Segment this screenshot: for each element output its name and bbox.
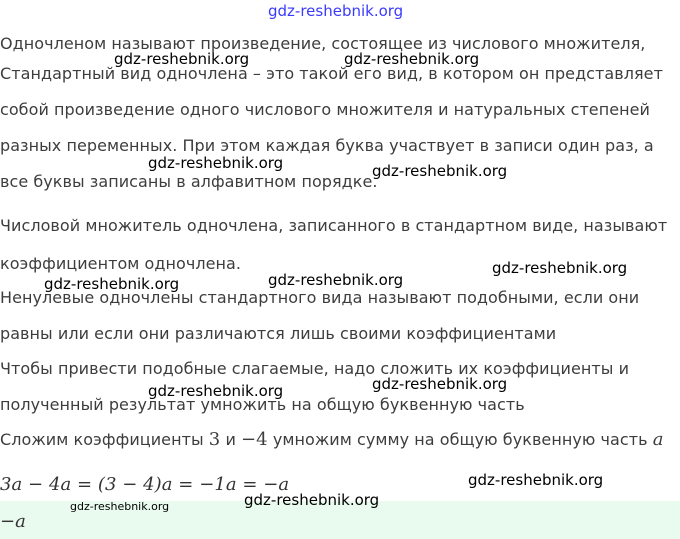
watermark: gdz-reshebnik.org (344, 50, 480, 68)
watermark: gdz-reshebnik.org (492, 259, 628, 277)
coefficient-1: 3 (208, 429, 221, 450)
solution-intro-a: Сложим коэффициенты (0, 430, 204, 449)
watermark-top: gdz-reshebnik.org (268, 2, 404, 20)
solution-intro (0, 430, 664, 450)
text-line-4: разных переменных. При этом каждая буква участвует в записи один раз, а (0, 136, 654, 155)
text-line-7: коэффициентом одночлена. (0, 254, 242, 273)
text-line-8: Ненулевые одночлены стандартного вида называют подобными, если они (0, 288, 640, 307)
solution-intro-b: умножим сумму на общую буквенную часть (272, 430, 648, 449)
text-line-9: равны или если они различаются лишь своими коэффициентами (0, 324, 557, 343)
watermark: gdz-reshebnik.org (70, 500, 170, 513)
watermark: gdz-reshebnik.org (148, 382, 284, 400)
watermark: gdz-reshebnik.org (372, 162, 508, 180)
solution-conj: и (225, 430, 236, 449)
letter-variable: a (652, 429, 664, 450)
watermark: gdz-reshebnik.org (44, 275, 180, 293)
watermark: gdz-reshebnik.org (468, 471, 604, 489)
text-line-3: собой произведение одного числового множителя и натуральных степеней (0, 100, 650, 119)
text-line-11: полученный результат умножить на общую буквенную часть (0, 395, 525, 414)
coefficient-2: −4 (241, 429, 268, 450)
watermark: gdz-reshebnik.org (148, 154, 284, 172)
text-line-2: Стандартный вид одночлена – это такой его вид, в котором он представляет (0, 64, 663, 83)
text-line-5: все буквы записаны в алфавитном порядке. (0, 172, 378, 191)
watermark: gdz-reshebnik.org (114, 50, 250, 68)
watermark: gdz-reshebnik.org (268, 271, 404, 289)
watermark: gdz-reshebnik.org (244, 491, 380, 509)
text-line-6: Числовой множитель одночлена, записанного в стандартном виде, называют (0, 216, 668, 235)
answer-value: −a (0, 511, 26, 532)
text-line-10: Чтобы привести подобные слагаемые, надо сложить их коэффициенты и (0, 359, 630, 378)
watermark: gdz-reshebnik.org (372, 375, 508, 393)
solution-equation: 3a − 4a = (3 − 4)a = −1a = −a (0, 474, 290, 495)
text-line-1: Одночленом называют произведение, состоящее из числового множителя, (0, 34, 646, 53)
